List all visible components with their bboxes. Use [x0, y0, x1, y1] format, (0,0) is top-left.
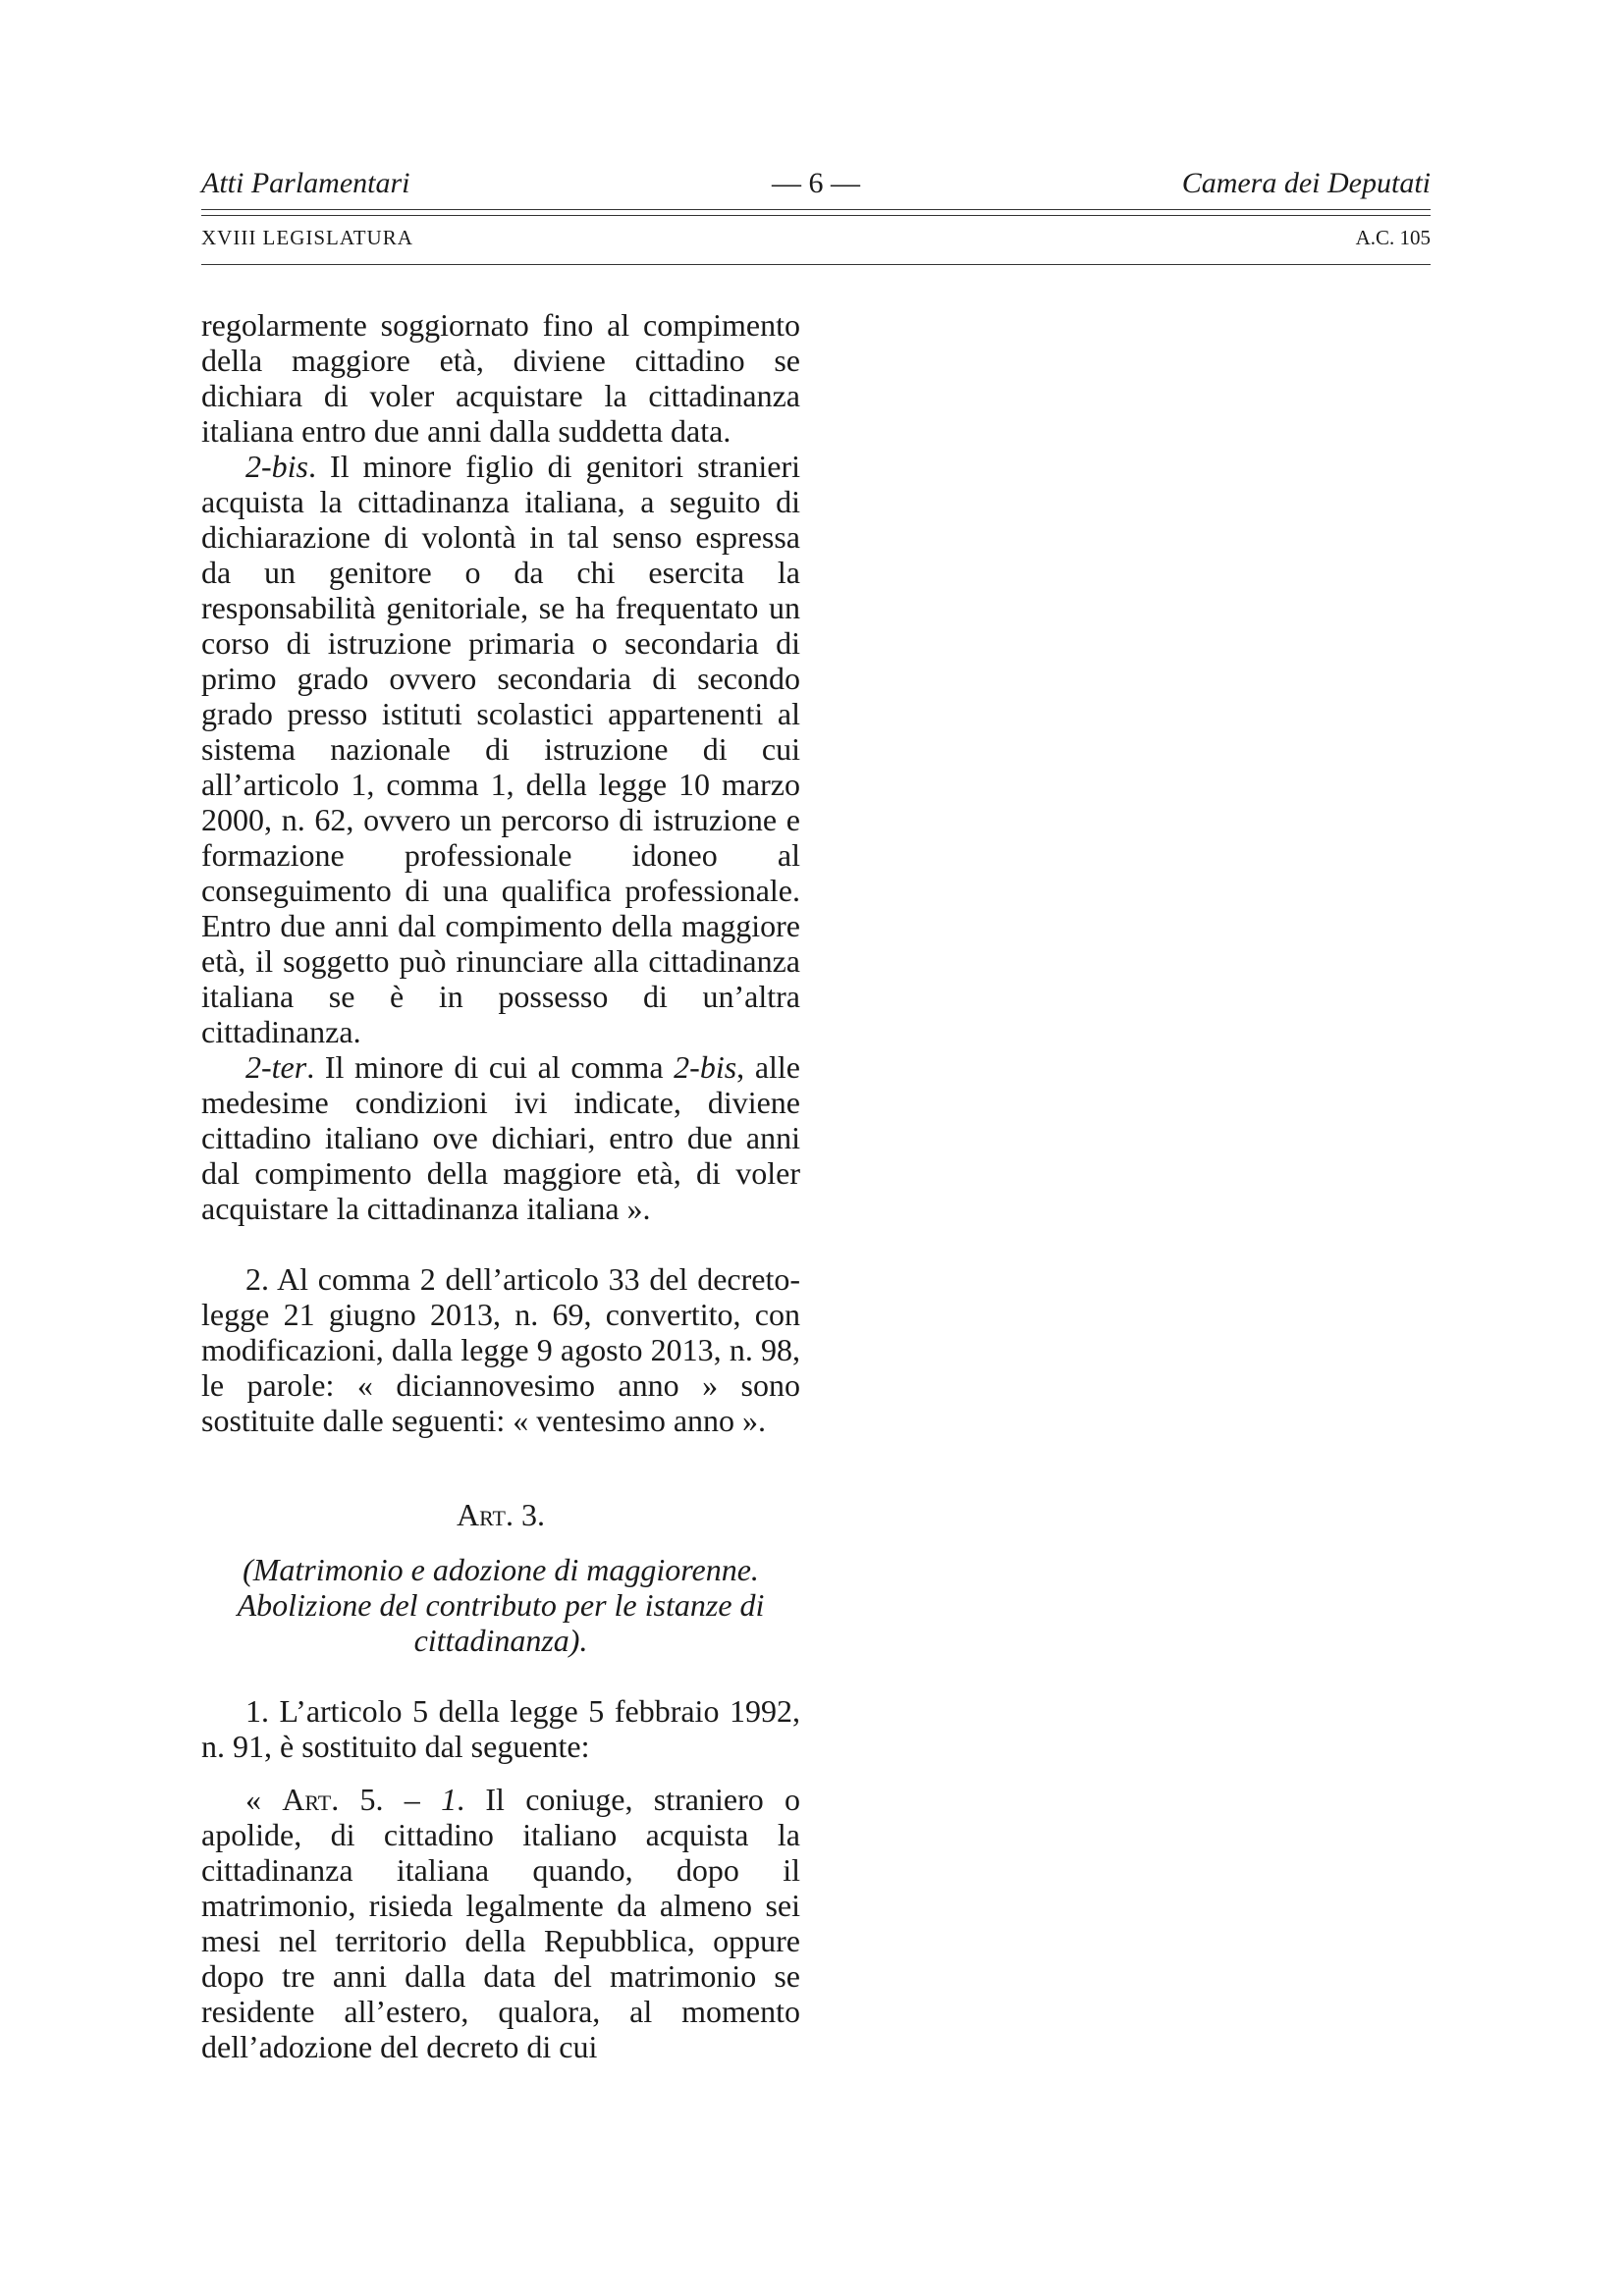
header-rule [201, 209, 1431, 210]
article-title: (Matrimonio e adozione di maggiorenne. Abolizione del contributo per le istanze di cittadinanza). [237, 1552, 765, 1658]
paragraph-text: 2. Al comma 2 dell’articolo 33 del decreto-legge 21 giugno 2013, n. 69, convertito, con modificazioni, dalla legge 9 agosto 2013, n. 98, le parole: « diciannovesimo anno » sono sostituite dalle seguenti: « ventesimo anno ». [201, 1261, 800, 1438]
paragraph-text: 1. L’articolo 5 della legge 5 febbraio 1992, n. 91, è sostituito dal seguente: [201, 1693, 800, 1764]
article-heading [201, 1497, 800, 1532]
paragraph-label: 2-bis [245, 449, 308, 484]
paragraph [201, 1049, 800, 1226]
article-ref-number: . 5. – [331, 1782, 442, 1817]
page-number: — 6 — [772, 167, 860, 199]
spacer [201, 1532, 800, 1552]
quote-open: « [245, 1782, 283, 1817]
article-heading-number: . 3. [505, 1497, 545, 1532]
paragraph-reference: 2-bis [674, 1049, 737, 1085]
header-rule-thin [201, 215, 1431, 216]
paragraph-label: 2-ter [245, 1049, 307, 1085]
subheader-rule [201, 264, 1431, 265]
spacer [201, 1226, 800, 1261]
paragraph-text: , alle medesime condizioni ivi indicate, diviene cittadino italiano ove dichiari, entro due anni dal compimento della maggiore età, di voler acquistare la cittadinanza italiana ». [201, 1049, 801, 1226]
act-number: A.C. 105 [1355, 226, 1431, 249]
spacer [201, 1764, 800, 1782]
paragraph-text: . Il minore di cui al comma [306, 1049, 675, 1085]
paragraph-text: . Il minore figlio di genitori stranieri acquista la cittadinanza italiana, a seguito di dichiarazione di volontà in tal senso espressa da un genitore o da chi esercita la responsabilità genitoriale, se ha frequentato un corso di istruzione primaria o secondaria di primo grado ovvero secondaria di secondo grado presso istituti scolastici appartenenti al sistema nazionale di istruzione di cui all’articolo 1, comma 1, della legge 10 marzo 2000, n. 62, ovvero un percorso di istruzione e formazione professionale idoneo al conseguimento di una qualifica professionale. Entro due anni dal compimento della maggiore età, il soggetto può rinunciare alla cittadinanza italiana se è in possesso di un’altra cittadinanza. [201, 449, 800, 1049]
paragraph [201, 449, 800, 1049]
spacer [201, 1438, 800, 1497]
paragraph-text: . Il coniuge, straniero o apolide, di cittadino italiano acquista la cittadinanza italiana quando, dopo il matrimonio, risieda legalmente da almeno sei mesi nel territorio della Repubblica, oppure dopo tre anni dalla data del matrimonio se residente all’estero, qualora, al momento dell’adozione del decreto di cui [201, 1782, 801, 2064]
paragraph [201, 307, 800, 449]
paragraph [201, 1782, 800, 2064]
page-subheader [201, 226, 1431, 250]
text-column [201, 307, 800, 2064]
paragraph-label: 1 [441, 1782, 458, 1817]
spacer [201, 1658, 800, 1693]
header-right-title: Camera dei Deputati [1181, 167, 1431, 199]
header-left-title: Atti Parlamentari [201, 167, 410, 199]
page-header [201, 167, 1431, 200]
legislature-label: XVIII LEGISLATURA [201, 226, 413, 249]
paragraph-text: regolarmente soggiornato fino al compimento della maggiore età, diviene cittadino se dichiara di voler acquistare la cittadinanza italiana entro due anni dalla suddetta data. [201, 307, 800, 449]
paragraph [201, 1261, 800, 1438]
article-heading-word: Art [457, 1497, 506, 1532]
paragraph [201, 1693, 800, 1764]
article-ref-word: Art [282, 1782, 332, 1817]
